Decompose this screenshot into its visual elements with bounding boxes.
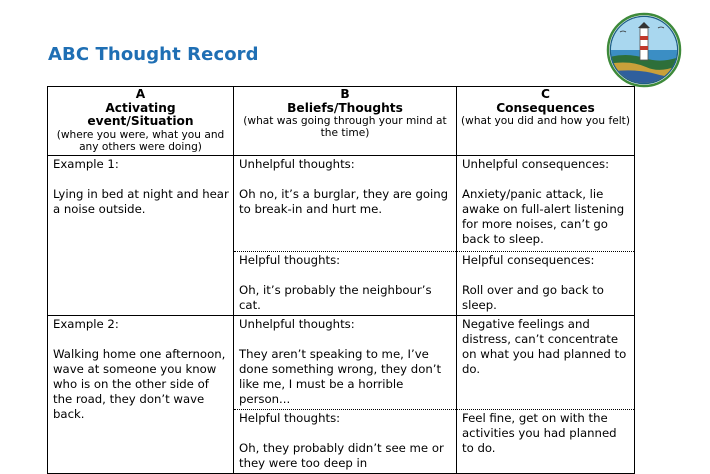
helpful-consequences-text: Roll over and go back to sleep. xyxy=(462,282,604,312)
column-c-heading: Consequences xyxy=(496,100,595,115)
unhelpful-consequences-cell xyxy=(457,315,635,409)
column-c-header xyxy=(457,87,635,156)
situation-text: Lying in bed at night and hear a noise outside. xyxy=(53,186,229,216)
column-c-letter: C xyxy=(541,87,550,101)
helpful-consequences-cell xyxy=(457,409,635,473)
column-a-header xyxy=(48,87,234,156)
helpful-thoughts-cell xyxy=(234,409,457,473)
column-a-letter: A xyxy=(135,87,146,101)
unhelpful-consequences-label: Unhelpful consequences: xyxy=(462,156,610,171)
helpful-consequences-text: Feel fine, get on with the activities you had planned to do. xyxy=(462,410,617,455)
unhelpful-consequences-text: Anxiety/panic attack, lie awake on full-alert listening for more noises, can’t go back to sleep. xyxy=(462,186,625,246)
header-row xyxy=(48,87,635,156)
unhelpful-thoughts-label: Unhelpful thoughts: xyxy=(239,156,355,171)
helpful-thoughts-text: Oh, it’s probably the neighbour’s cat. xyxy=(239,282,432,312)
unhelpful-thoughts-cell xyxy=(234,315,457,409)
helpful-thoughts-cell xyxy=(234,251,457,315)
column-a-subtitle: (where you were, what you and any others were doing) xyxy=(56,128,225,153)
example-label: Example 2: xyxy=(53,316,119,331)
table-row xyxy=(48,315,635,409)
unhelpful-thoughts-label: Unhelpful thoughts: xyxy=(239,316,355,331)
column-c-subtitle: (what you did and how you felt) xyxy=(461,115,630,127)
helpful-thoughts-label: Helpful thoughts: xyxy=(239,252,341,267)
table-row xyxy=(48,155,635,251)
helpful-consequences-cell xyxy=(457,251,635,315)
column-b-subtitle: (what was going through your mind at the time) xyxy=(243,115,447,139)
column-b-heading: Beliefs/Thoughts xyxy=(287,100,403,115)
column-a-heading-line2: event/Situation xyxy=(87,114,194,128)
helpful-thoughts-label: Helpful thoughts: xyxy=(239,410,341,425)
unhelpful-thoughts-text: Oh no, it’s a burglar, they are going to break-in and hurt me. xyxy=(239,186,449,216)
helpful-consequences-label: Helpful consequences: xyxy=(462,252,595,267)
unhelpful-consequences-cell xyxy=(457,155,635,251)
column-a-heading-line1: Activating xyxy=(105,100,176,115)
column-b-letter: B xyxy=(340,87,350,101)
unhelpful-thoughts-cell xyxy=(234,155,457,251)
situation-text: Walking home one afternoon, wave at someone you know who is on the other side of the road, they don’t wave back. xyxy=(53,346,226,421)
unhelpful-consequences-text: Negative feelings and distress, can’t concentrate on what you had planned to do. xyxy=(462,316,627,376)
column-b-header xyxy=(234,87,457,156)
example-label: Example 1: xyxy=(53,156,119,171)
lighthouse-seal-icon xyxy=(606,12,682,88)
unhelpful-thoughts-text: They aren’t speaking to me, I’ve done something wrong, they don’t like me, I must be a horrible person... xyxy=(239,346,442,406)
example-2-situation-cell xyxy=(48,315,234,473)
example-1-situation-cell xyxy=(48,155,234,315)
helpful-thoughts-text: Oh, they probably didn’t see me or they were too deep in xyxy=(239,440,444,470)
abc-thought-record-table xyxy=(47,86,635,474)
page-title: ABC Thought Record xyxy=(48,44,259,65)
